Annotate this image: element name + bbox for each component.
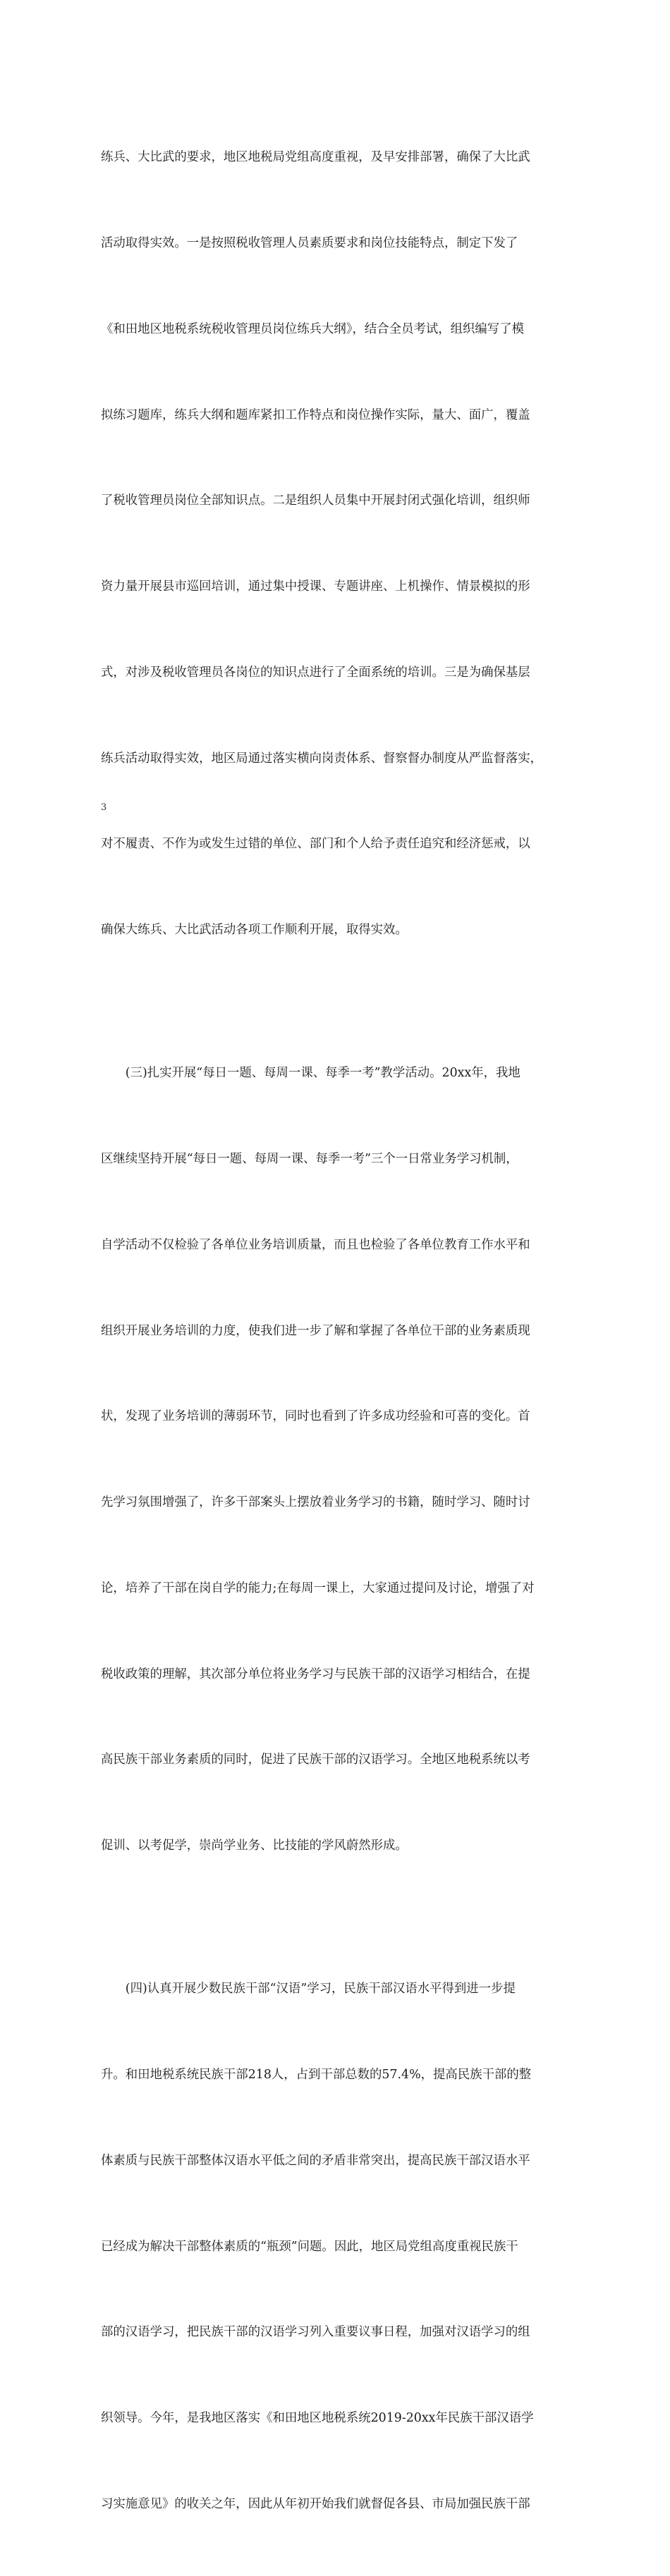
- text-line: 先学习氛围增强了，许多干部案头上摆放着业务学习的书籍，随时学习、随时讨: [101, 1495, 530, 1510]
- text-line: 拟练习题库，练兵大纲和题库紧扣工作特点和岗位操作实际，量大、面广，覆盖: [101, 407, 530, 422]
- text-line: 体素质与民族干部整体汉语水平低之间的矛盾非常突出，提高民族干部汉语水平: [101, 2153, 530, 2168]
- text-line: 状，发现了业务培训的薄弱环节，同时也看到了许多成功经验和可喜的变化。首: [101, 1409, 530, 1424]
- text-line: 练兵活动取得实效，地区局通过落实横向岗责体系、督察督办制度从严监督落实，: [101, 751, 543, 766]
- text-line: 资力量开展县市巡回培训，通过集中授课、专题讲座、上机操作、情景模拟的形: [101, 579, 530, 594]
- text-line: 论，培养了干部在岗自学的能力;在每周一课上，大家通过提问及讨论，增强了对: [101, 1581, 535, 1595]
- text-line: 对不履责、不作为或发生过错的单位、部门和个人给予责任追究和经济惩戒，以: [101, 837, 530, 852]
- paragraph-3: [101, 1918, 572, 2576]
- paragraph-2: [101, 1002, 572, 1918]
- text-line: (四)认真开展少数民族干部“汉语”学习，民族干部汉语水平得到进一步提: [101, 1982, 516, 1997]
- text-line: (三)扎实开展“每日一题、每周一课、每季一考”教学活动。20xx年，我地: [101, 1066, 520, 1081]
- text-line: 部的汉语学习，把民族干部的汉语学习列入重要议事日程，加强对汉语学习的组: [101, 2325, 530, 2340]
- text-line: 《和田地区地税系统税收管理员岗位练兵大纲》，结合全员考试，组织编写了模: [101, 321, 524, 336]
- text-line: 升。和田地税系统民族干部218人，占到干部总数的57.4%，提高民族干部的整: [101, 2067, 532, 2082]
- paragraph-1: [101, 86, 572, 1002]
- text-line: 确保大练兵、大比武活动各项工作顺利开展，取得实效。: [101, 923, 408, 938]
- body-text: [101, 86, 572, 2576]
- text-line: 习实施意见》的收关之年，因此从年初开始我们就督促各县、市局加强民族干部: [101, 2496, 530, 2511]
- text-line: 已经成为解决干部整体素质的“瓶颈”问题。因此，地区局党组高度重视民族干: [101, 2239, 518, 2254]
- text-line: 练兵、大比武的要求，地区地税局党组高度重视，及早安排部署，确保了大比武: [101, 150, 530, 165]
- text-line: 促训、以考促学，崇尚学业务、比技能的学风蔚然形成。: [101, 1839, 408, 1853]
- text-line: 织领导。今年，是我地区落实《和田地区地税系统2019-20xx年民族干部汉语学: [101, 2411, 534, 2426]
- text-line: 了税收管理员岗位全部知识点。二是组织人员集中开展封闭式强化培训，组织师: [101, 493, 530, 508]
- text-line: 自学活动不仅检验了各单位业务培训质量，而且也检验了各单位教育工作水平和: [101, 1237, 530, 1252]
- text-line: 高民族干部业务素质的同时，促进了民族干部的汉语学习。全地区地税系统以考: [101, 1753, 530, 1767]
- text-line: 区继续坚持开展“每日一题、每周一课、每季一考”三个一日常业务学习机制，: [101, 1151, 518, 1166]
- text-line: 式，对涉及税收管理员各岗位的知识点进行了全面系统的培训。三是为确保基层: [101, 665, 530, 680]
- text-line: 活动取得实效。一是按照税收管理人员素质要求和岗位技能特点，制定下发了: [101, 235, 518, 250]
- text-line: 税收政策的理解，其次部分单位将业务学习与民族干部的汉语学习相结合，在提: [101, 1667, 530, 1681]
- text-line: 组织开展业务培训的力度，使我们进一步了解和掌握了各单位干部的业务素质现: [101, 1323, 530, 1338]
- page-number: 3: [101, 802, 107, 813]
